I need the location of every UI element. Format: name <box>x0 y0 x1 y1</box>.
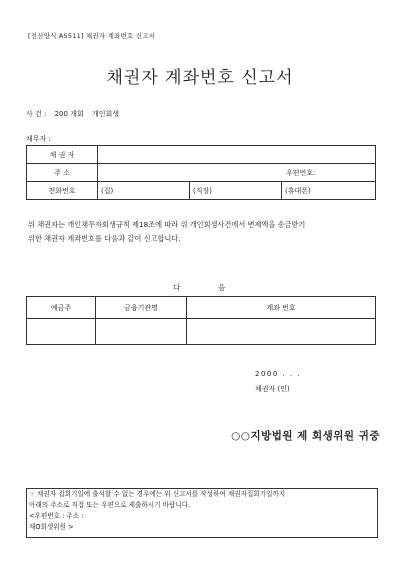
creditor-signature-line: 채권자 (인) <box>255 385 290 393</box>
case-label: 사 건 : <box>26 110 47 118</box>
declaration-line: 위한 채권자 계좌번호를 다음과 같이 신고합니다. <box>28 234 181 243</box>
case-row <box>26 109 125 119</box>
heading-eum: 음 <box>218 283 226 292</box>
document-title: 채권자 계좌번호 신고서 <box>106 68 294 88</box>
account-holder-field[interactable] <box>27 319 96 345</box>
creditor-name-field[interactable] <box>98 146 376 164</box>
home-phone-field[interactable]: (집) <box>98 182 190 200</box>
creditor-label: 채 권 자 <box>27 146 98 164</box>
bank-header-row <box>27 297 376 319</box>
header-account-holder: 예금주 <box>27 297 96 319</box>
bank-name-field[interactable] <box>96 319 187 345</box>
address-field[interactable] <box>98 164 376 182</box>
declaration-line: 위 채권자는 개인채무자회생규칙 제18조에 따라 위 개인회생사건에서 변제액을 송금받기 <box>28 220 306 229</box>
address-label: 주 소 <box>27 164 98 182</box>
phone-row <box>27 182 376 200</box>
phone-label: 전화번호 <box>27 182 98 200</box>
notice-line: ☞ 채권자 집회기일에 출석할 수 없는 경우에는 위 신고서를 작성하여 채권자집회기일까지 <box>29 490 286 498</box>
case-number: 200 개회 <box>54 110 84 118</box>
declaration-text <box>28 218 374 246</box>
creditor-row <box>27 146 376 164</box>
notice-line: 아래의 주소로 직접 또는 우편으로 제출하시기 바랍니다. <box>29 501 191 509</box>
account-number-field[interactable] <box>187 319 376 345</box>
form-code: [전산양식 A5511] 채권자 계좌번호 신고서 <box>28 32 156 40</box>
heading-da: 다 <box>173 283 181 292</box>
bank-entry-row <box>27 319 376 345</box>
mobile-phone-field[interactable]: (휴대폰) <box>282 182 376 200</box>
notice-line: 제O회생위원 > <box>29 523 74 531</box>
court-addressee: ○○지방법원 제 회생위원 귀중 <box>231 430 380 442</box>
date-line: 2000 . . . <box>255 370 302 378</box>
header-bank-name: 금융기관명 <box>96 297 187 319</box>
creditor-info-table <box>26 145 376 200</box>
bank-account-table <box>26 296 376 345</box>
notice-box <box>26 488 378 538</box>
work-phone-field[interactable]: (직장) <box>190 182 282 200</box>
postal-code-label: 우편번호: <box>286 168 316 177</box>
debtor-label: 채무자 : <box>26 135 51 143</box>
case-type: 개인회생 <box>91 110 119 118</box>
address-row <box>27 164 376 182</box>
notice-line: <우편번호 : 주소 : <box>29 512 84 520</box>
header-account-number: 계좌 번호 <box>187 297 376 319</box>
